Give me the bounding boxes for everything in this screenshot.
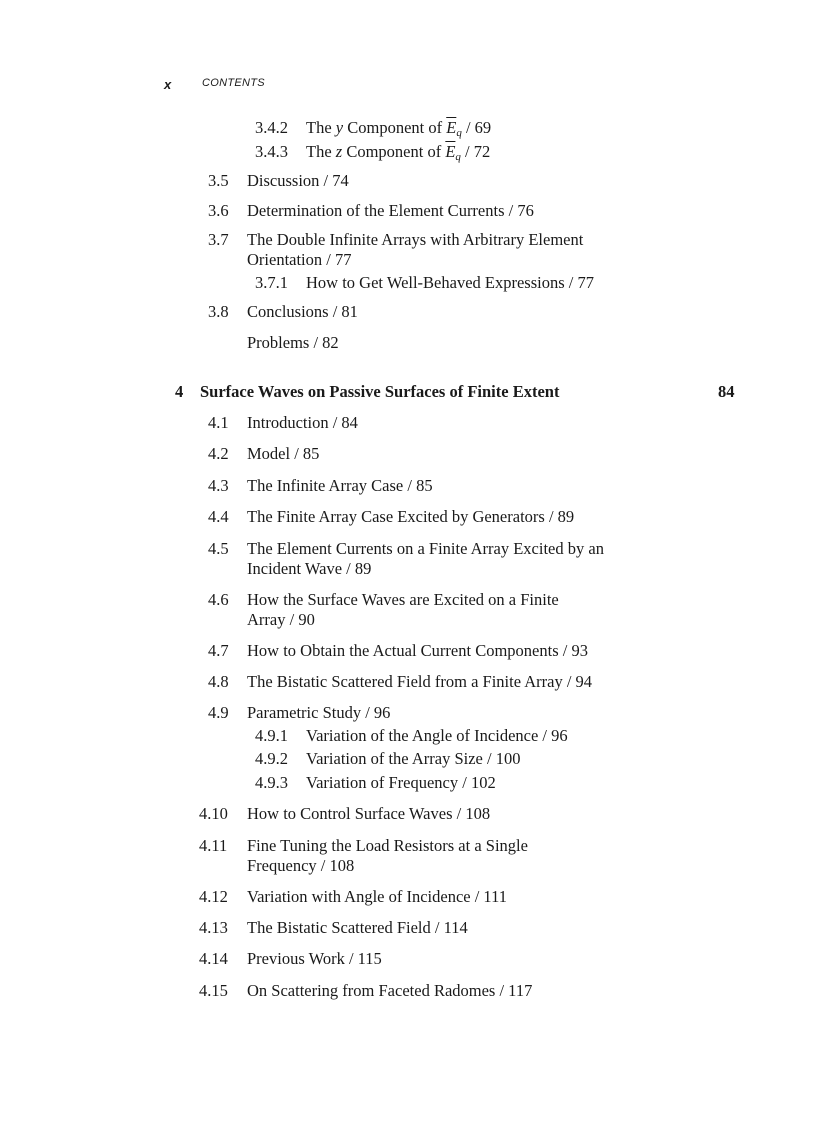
toc-title: Model / 85 — [247, 444, 320, 463]
toc-number: 4.7 — [208, 641, 229, 660]
toc-title: Previous Work / 115 — [247, 949, 382, 968]
toc-title: How to Get Well-Behaved Expressions / 77 — [306, 273, 594, 292]
toc-title: On Scattering from Faceted Radomes / 117 — [247, 981, 533, 1000]
toc-number: 4.1 — [208, 413, 229, 432]
toc-title: Conclusions / 81 — [247, 302, 358, 321]
chapter-number: 4 — [175, 382, 184, 401]
toc-number: 4.4 — [208, 507, 229, 526]
toc-title: The Element Currents on a Finite Array Excited by an — [247, 539, 604, 558]
toc-number: 4.8 — [208, 672, 229, 691]
toc-number: 3.8 — [208, 302, 229, 321]
toc-title-cont: Orientation / 77 — [247, 250, 352, 269]
toc-title: The Finite Array Case Excited by Generators / 89 — [247, 507, 575, 526]
toc-title: Discussion / 74 — [247, 171, 349, 190]
toc-title: The Infinite Array Case / 85 — [247, 476, 433, 495]
e-field-symbol: $\overline{E}$ — [445, 142, 456, 161]
toc-title: Variation with Angle of Incidence / 111 — [247, 887, 507, 906]
toc-title-cont: Incident Wave / 89 — [247, 559, 372, 578]
toc-number: 4.14 — [199, 949, 228, 968]
toc-number: 4.6 — [208, 590, 229, 609]
toc-number: 4.15 — [199, 981, 228, 1000]
toc-title: Parametric Study / 96 — [247, 703, 391, 722]
toc-number: 3.4.2 — [255, 118, 288, 137]
toc-number: 4.10 — [199, 804, 228, 823]
toc-title: How to Obtain the Actual Current Components / 93 — [247, 641, 588, 660]
toc-number: 4.9.1 — [255, 726, 288, 745]
chapter-title: Surface Waves on Passive Surfaces of Finite Extent — [200, 382, 560, 401]
running-title: CONTENTS — [202, 77, 265, 89]
toc-number: 4.5 — [208, 539, 229, 558]
toc-title: The y Component of $\overline{E}_q / 69$ — [306, 118, 492, 139]
toc-title: The z Component of $\overline{E}_q / 72$ — [306, 142, 491, 163]
toc-number: 4.13 — [199, 918, 228, 937]
toc-title: Introduction / 84 — [247, 413, 358, 432]
toc-title-cont: Frequency / 108 — [247, 856, 355, 875]
running-head — [164, 76, 265, 94]
toc-number: 3.7.1 — [255, 273, 288, 292]
toc-number: 4.9.2 — [255, 749, 288, 768]
toc-number: 4.3 — [208, 476, 229, 495]
toc-title: How to Control Surface Waves / 108 — [247, 804, 491, 823]
toc-number: 4.11 — [199, 836, 228, 855]
toc-title: Variation of Frequency / 102 — [306, 773, 496, 792]
toc-title: Variation of the Array Size / 100 — [306, 749, 521, 768]
toc-number: 4.12 — [199, 887, 228, 906]
toc-number: 3.4.3 — [255, 142, 288, 161]
toc-title: The Bistatic Scattered Field from a Finite Array / 94 — [247, 672, 593, 691]
toc-title: Variation of the Angle of Incidence / 96 — [306, 726, 568, 745]
toc-number: 3.6 — [208, 201, 229, 220]
toc-number: 3.5 — [208, 171, 229, 190]
toc-number: 4.9 — [208, 703, 229, 722]
e-field-symbol: $\overline{E}$ — [446, 118, 457, 137]
toc-title: The Bistatic Scattered Field / 114 — [247, 918, 468, 937]
page-folio: x — [164, 77, 172, 92]
toc-title: Fine Tuning the Load Resistors at a Single — [247, 836, 528, 855]
toc-title: How the Surface Waves are Excited on a Finite — [247, 590, 559, 609]
toc-title: Determination of the Element Currents / 76 — [247, 201, 534, 220]
toc-title-cont: Array / 90 — [247, 610, 315, 629]
toc-title: Problems / 82 — [247, 333, 339, 352]
toc-number: 4.9.3 — [255, 773, 288, 792]
chapter-page: 84 — [718, 382, 735, 401]
toc-number: 3.7 — [208, 230, 229, 249]
toc-number: 4.2 — [208, 444, 229, 463]
toc-title: The Double Infinite Arrays with Arbitrary Element — [247, 230, 584, 249]
